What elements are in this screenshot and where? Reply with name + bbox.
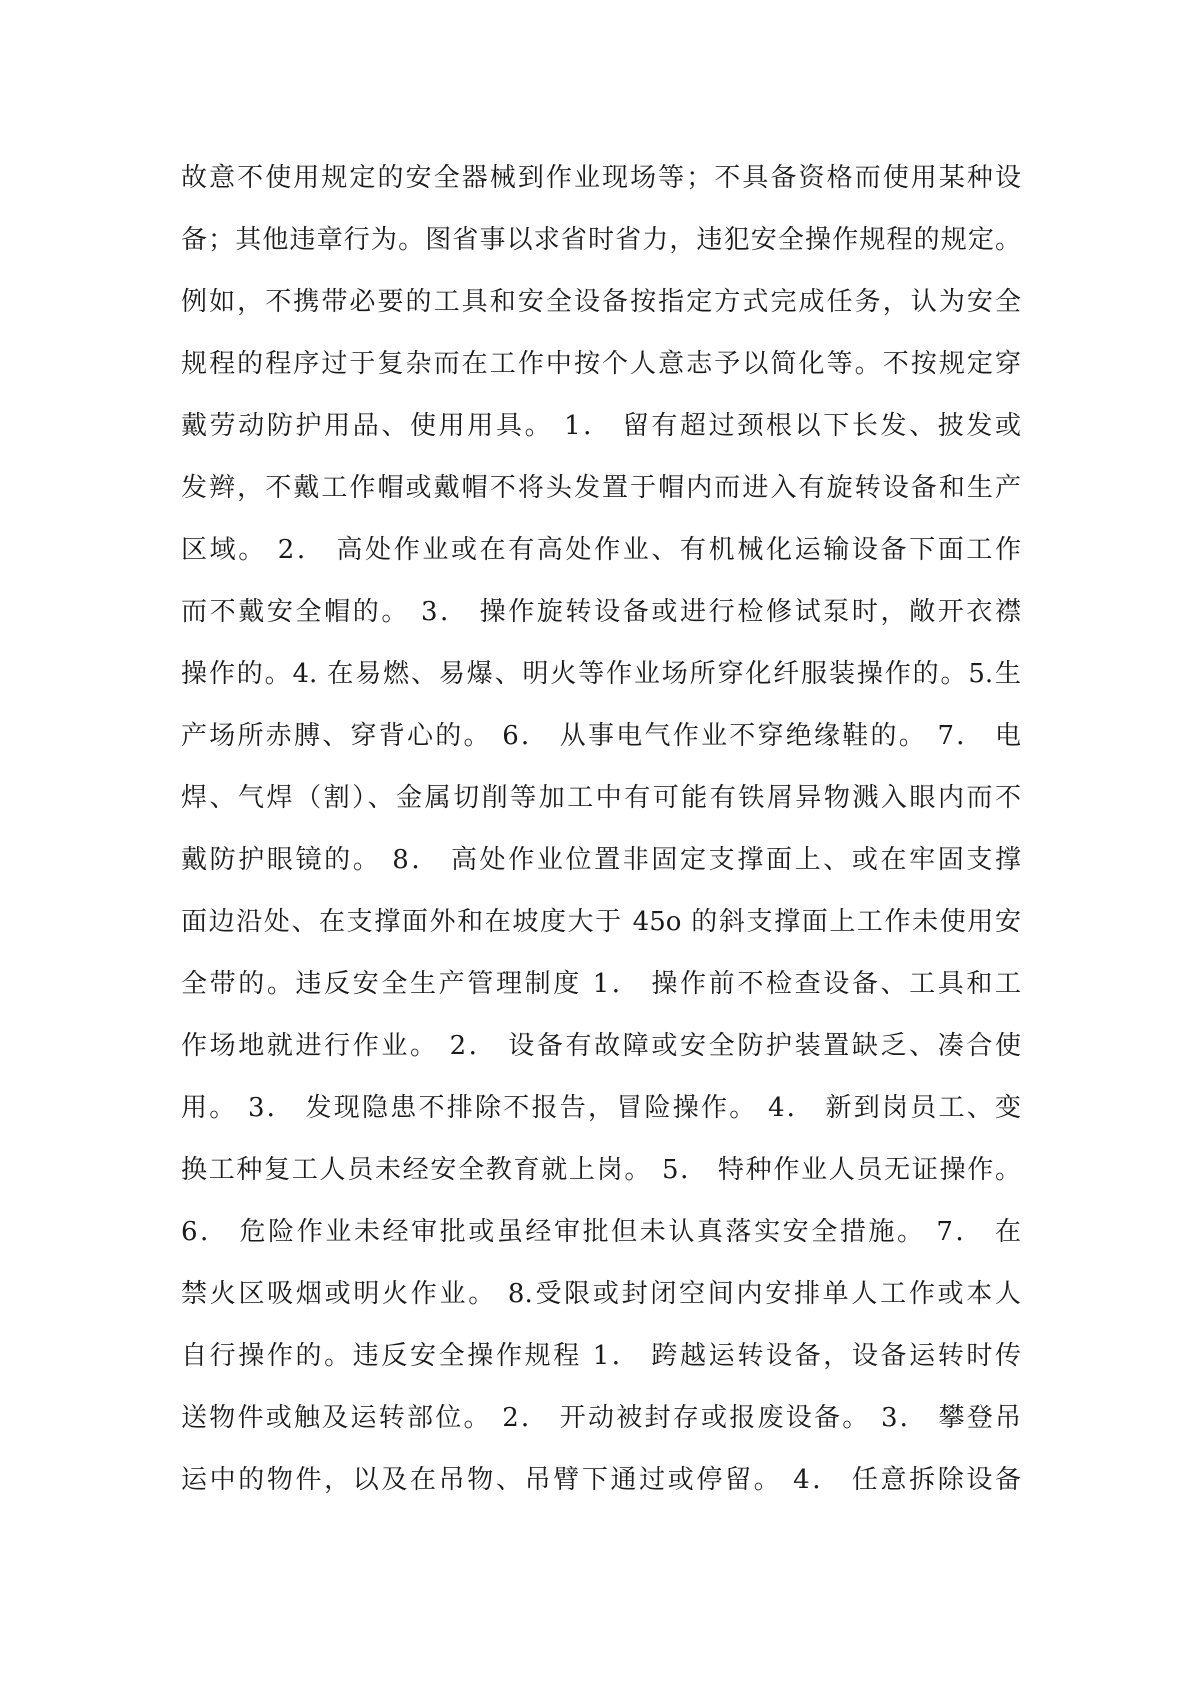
text-line: 送物件或触及运转部位。 2． 开动被封存或报废设备。 3． 攀登吊: [181, 1403, 1021, 1433]
text-line: 故意不使用规定的安全器械到作业现场等；不具备资格而使用某种设: [181, 163, 1021, 193]
text-line: 发辫，不戴工作帽或戴帽不将头发置于帽内而进入有旋转设备和生产: [181, 473, 1021, 503]
text-line: 戴劳动防护用品、使用用具。 1． 留有超过颈根以下长发、披发或: [181, 411, 1021, 441]
text-line: 备；其他违章行为。图省事以求省时省力，违犯安全操作规程的规定。: [181, 225, 1021, 255]
text-line: 禁火区吸烟或明火作业。 8.受限或封闭空间内安排单人工作或本人: [181, 1279, 1021, 1309]
text-line: 作场地就进行作业。 2． 设备有故障或安全防护装置缺乏、凑合使: [181, 1031, 1021, 1061]
text-line: 区域。 2． 高处作业或在有高处作业、有机械化运输设备下面工作: [181, 535, 1021, 565]
text-line: 6． 危险作业未经审批或虽经审批但未认真落实安全措施。 7． 在: [181, 1217, 1021, 1247]
text-line: 全带的。违反安全生产管理制度 1． 操作前不检查设备、工具和工: [181, 969, 1021, 999]
text-line: 产场所赤膊、穿背心的。 6． 从事电气作业不穿绝缘鞋的。 7． 电: [181, 721, 1021, 751]
text-line: 用。 3． 发现隐患不排除不报告，冒险操作。 4． 新到岗员工、变: [181, 1093, 1021, 1123]
text-line: 面边沿处、在支撑面外和在坡度大于 45o 的斜支撑面上工作未使用安: [181, 907, 1021, 937]
text-line: 规程的程序过于复杂而在工作中按个人意志予以简化等。不按规定穿: [181, 349, 1021, 379]
text-line: 自行操作的。违反安全操作规程 1． 跨越运转设备，设备运转时传: [181, 1341, 1021, 1371]
text-line: 操作的。4. 在易燃、易爆、明火等作业场所穿化纤服装操作的。5.生: [181, 659, 1021, 689]
text-line: 而不戴安全帽的。 3． 操作旋转设备或进行检修试泵时，敞开衣襟: [181, 597, 1021, 627]
text-line: 换工种复工人员未经安全教育就上岗。 5． 特种作业人员无证操作。: [181, 1155, 1021, 1185]
body-paragraph: [181, 147, 1021, 1511]
text-line: 戴防护眼镜的。 8． 高处作业位置非固定支撑面上、或在牢固支撑: [181, 845, 1021, 875]
text-line: 运中的物件，以及在吊物、吊臂下通过或停留。 4． 任意拆除设备: [181, 1465, 1021, 1495]
text-line: 焊、气焊（割）、金属切削等加工中有可能有铁屑异物溅入眼内而不: [181, 783, 1021, 813]
text-line: 例如，不携带必要的工具和安全设备按指定方式完成任务，认为安全: [181, 287, 1021, 317]
